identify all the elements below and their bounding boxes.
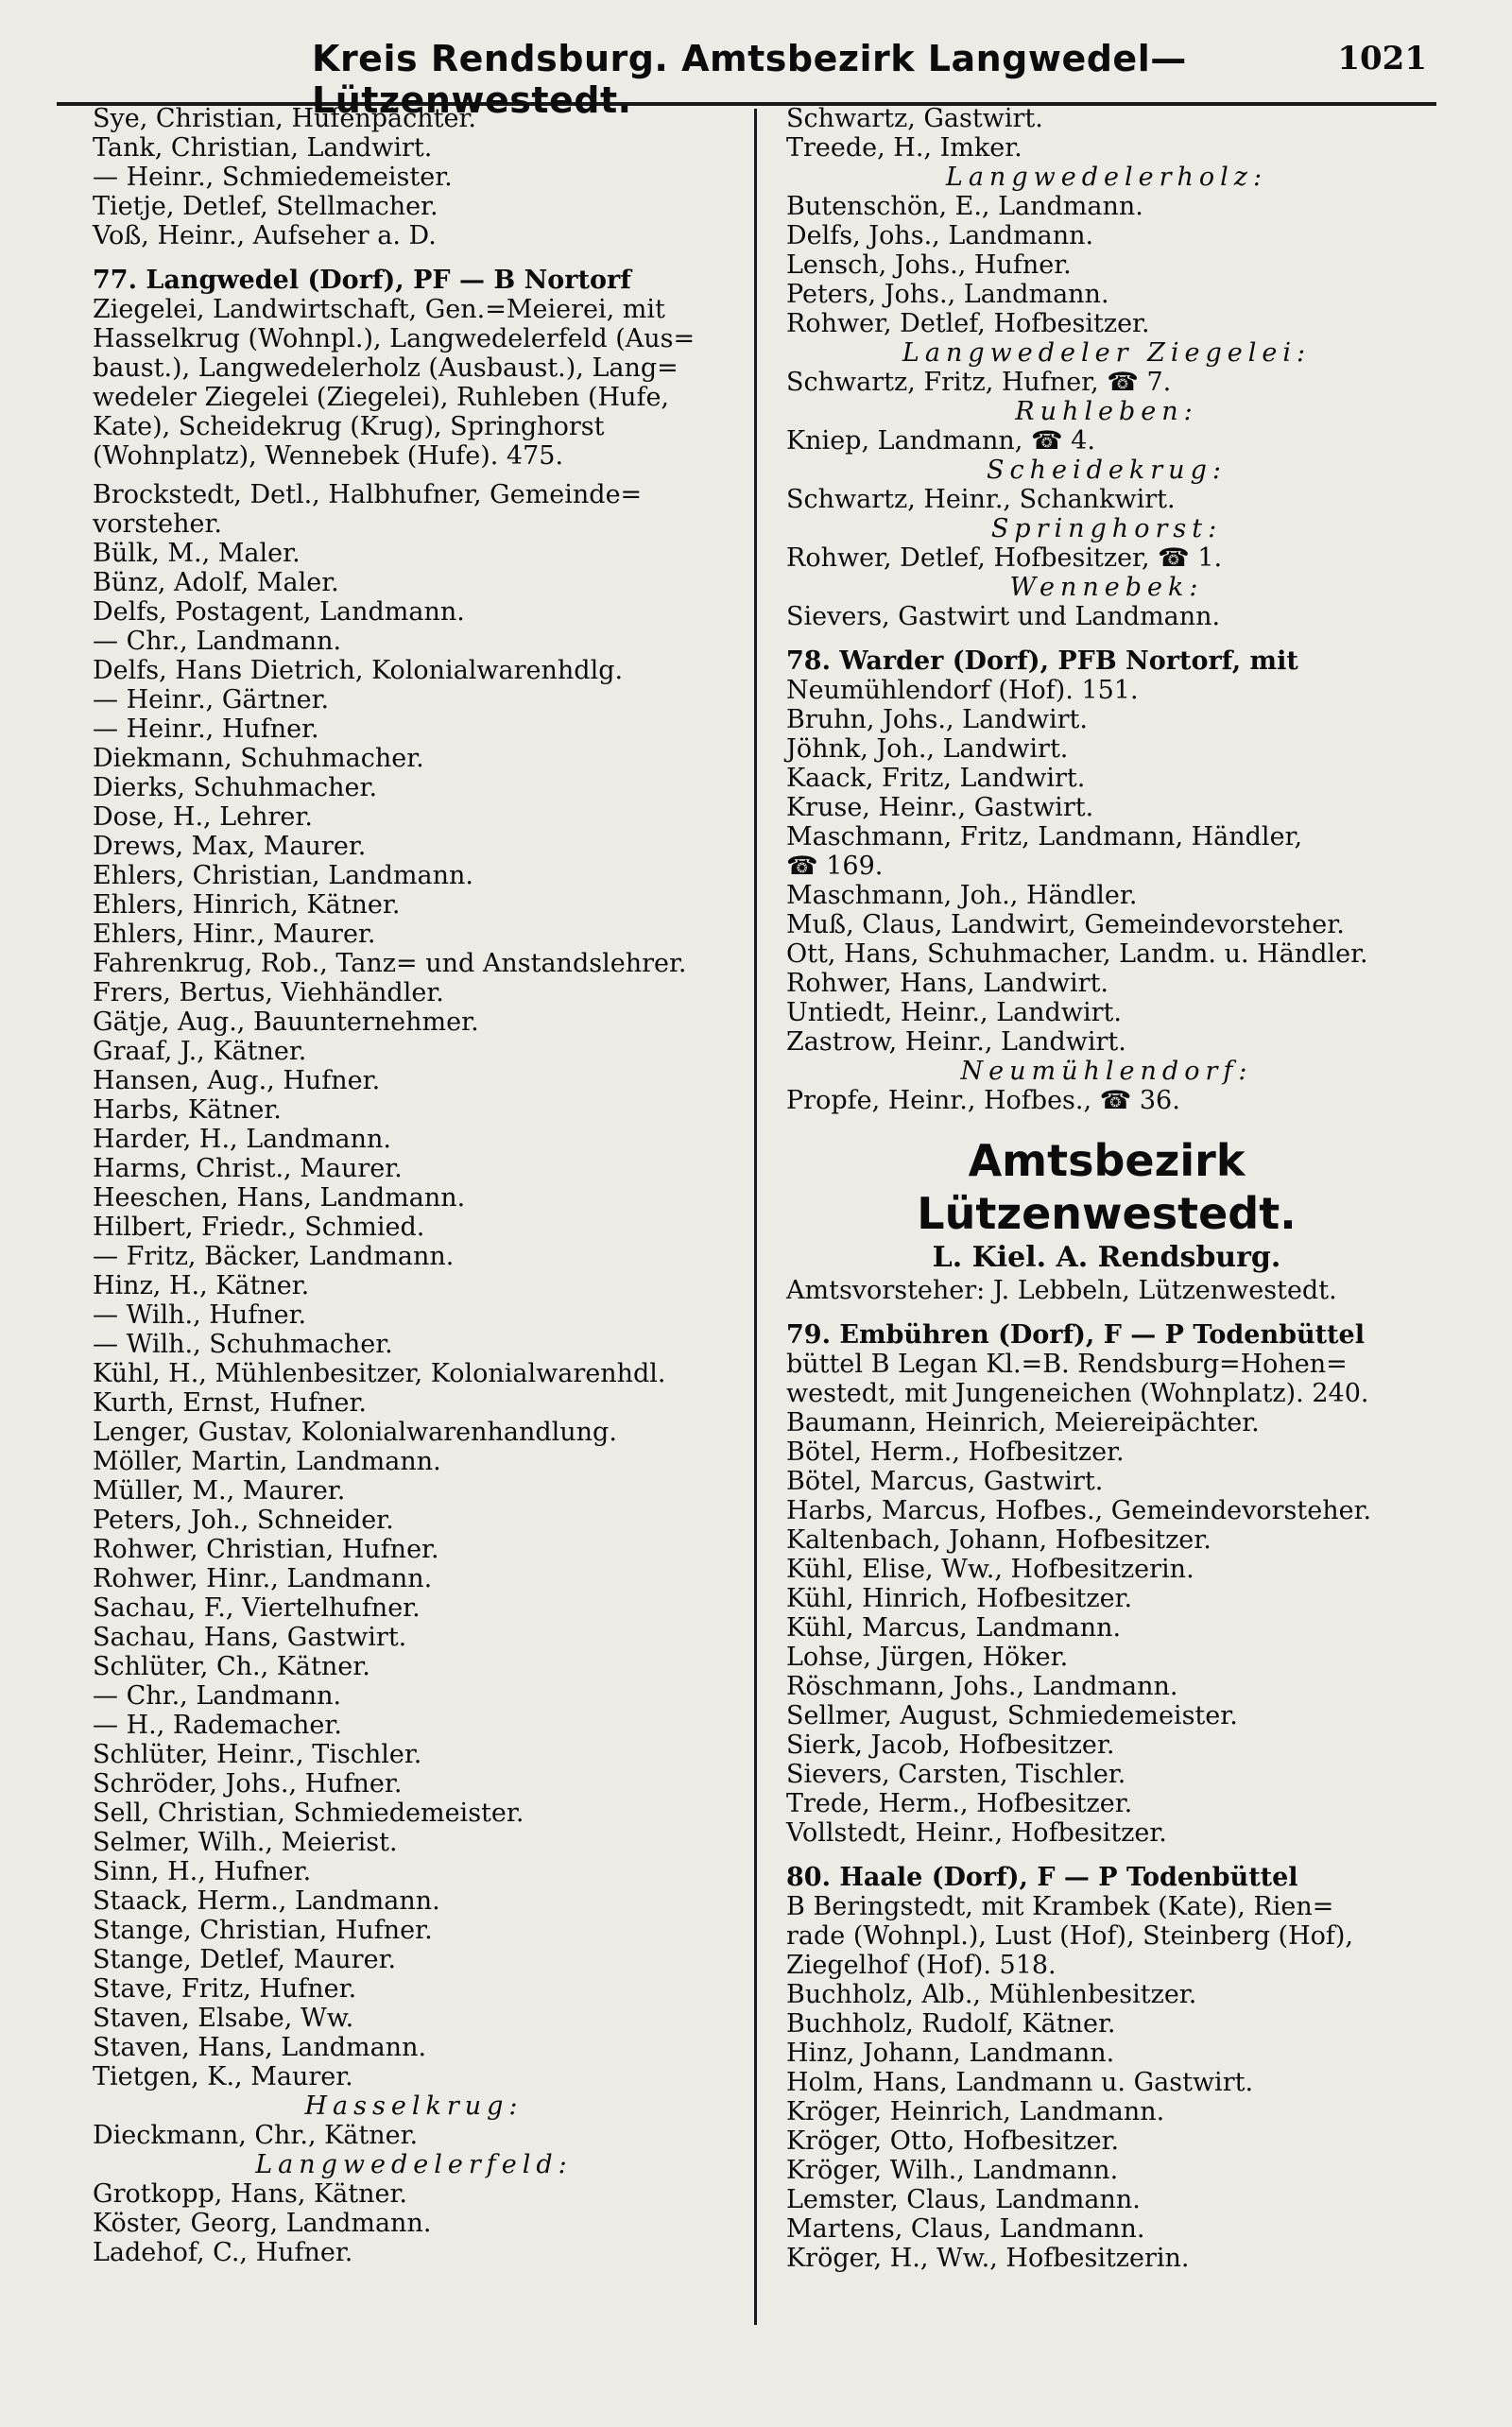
directory-line: — H., Rademacher.: [93, 1711, 342, 1740]
right-column: [786, 104, 1427, 2273]
directory-line: Brockstedt, Detl., Halbhufner, Gemeinde=: [93, 480, 643, 509]
header-title: Kreis Rendsburg. Amtsbezirk Langwedel—Lützenwestedt.: [312, 38, 1187, 121]
directory-line: Kaltenbach, Johann, Hofbesitzer.: [786, 1525, 1211, 1555]
directory-line: Kruse, Heinr., Gastwirt.: [786, 793, 1094, 822]
directory-line: Staven, Elsabe, Ww.: [93, 2004, 354, 2033]
directory-line: Bülk, M., Maler.: [93, 539, 301, 568]
directory-line: Dieckmann, Chr., Kätner.: [93, 2121, 419, 2150]
directory-line: Jöhnk, Joh., Landwirt.: [786, 734, 1069, 764]
directory-line: rade (Wohnpl.), Lust (Hof), Steinberg (Hof),: [786, 1921, 1353, 1951]
directory-line: — Heinr., Schmiedemeister.: [93, 163, 453, 192]
directory-line: Rohwer, Detlef, Hofbesitzer, ☎ 1.: [786, 543, 1223, 573]
directory-line: Tietje, Detlef, Stellmacher.: [93, 192, 438, 221]
directory-line: Fahrenkrug, Rob., Tanz= und Anstandslehrer.: [93, 949, 687, 978]
directory-line: Harms, Christ., Maurer.: [93, 1154, 403, 1183]
directory-line: Kate), Scheidekrug (Krug), Springhorst: [93, 412, 605, 441]
directory-line: Schröder, Johs., Hufner.: [93, 1769, 403, 1799]
directory-line: Lensch, Johs., Hufner.: [786, 250, 1072, 280]
directory-line: Schwartz, Gastwirt.: [786, 104, 1043, 133]
directory-line: Röschmann, Johs., Landmann.: [786, 1672, 1178, 1701]
directory-line: Kröger, Otto, Hofbesitzer.: [786, 2126, 1120, 2156]
directory-line: Stave, Fritz, Hufner.: [93, 1974, 357, 2004]
directory-line: B Beringstedt, mit Krambek (Kate), Rien=: [786, 1892, 1334, 1921]
directory-line: Kröger, Wilh., Landmann.: [786, 2156, 1119, 2185]
directory-line: Ehlers, Christian, Landmann.: [93, 861, 473, 890]
directory-line: Schlüter, Ch., Kätner.: [93, 1652, 370, 1681]
locality-subheading: Langwedeler Ziegelei:: [902, 338, 1312, 368]
directory-line: Butenschön, E., Landmann.: [786, 192, 1143, 221]
directory-line: Grotkopp, Hans, Kätner.: [93, 2179, 407, 2209]
directory-line: (Wohnplatz), Wennebek (Hufe). 475.: [93, 441, 564, 471]
directory-line: Ott, Hans, Schuhmacher, Landm. u. Händler.: [786, 939, 1368, 969]
locality-subheading: Langwedelerholz:: [945, 163, 1268, 192]
directory-line: Ehlers, Hinr., Maurer.: [93, 920, 376, 949]
directory-line: Rohwer, Hans, Landwirt.: [786, 969, 1109, 998]
directory-line: — Chr., Landmann.: [93, 627, 342, 656]
directory-line: Maschmann, Fritz, Landmann, Händler,: [786, 822, 1303, 852]
directory-line: Tank, Christian, Landwirt.: [93, 133, 433, 163]
directory-line: Rohwer, Christian, Hufner.: [93, 1535, 439, 1564]
place-entry-heading: 80. Haale (Dorf), F — P Todenbüttel: [786, 1863, 1298, 1892]
directory-line: Gätje, Aug., Bauunternehmer.: [93, 1007, 479, 1037]
directory-line: Buchholz, Alb., Mühlenbesitzer.: [786, 1980, 1197, 2009]
directory-line: Schwartz, Fritz, Hufner, ☎ 7.: [786, 368, 1172, 397]
directory-line: Schlüter, Heinr., Tischler.: [93, 1740, 422, 1769]
directory-line: Sievers, Gastwirt und Landmann.: [786, 602, 1221, 631]
directory-line: Voß, Heinr., Aufseher a. D.: [93, 221, 437, 250]
directory-line: Treede, H., Imker.: [786, 133, 1022, 163]
directory-line: Delfs, Postagent, Landmann.: [93, 597, 465, 627]
directory-line: Peters, Joh., Schneider.: [93, 1506, 394, 1535]
directory-line: Zastrow, Heinr., Landwirt.: [786, 1027, 1126, 1057]
directory-line: Untiedt, Heinr., Landwirt.: [786, 998, 1122, 1027]
directory-line: Propfe, Heinr., Hofbes., ☎ 36.: [786, 1086, 1180, 1115]
directory-line: Rohwer, Hinr., Landmann.: [93, 1564, 433, 1593]
directory-line: Delfs, Johs., Landmann.: [786, 221, 1094, 250]
directory-line: Sinn, H., Hufner.: [93, 1857, 312, 1886]
directory-line: Heeschen, Hans, Landmann.: [93, 1183, 466, 1213]
directory-line: Lenger, Gustav, Kolonialwarenhandlung.: [93, 1418, 617, 1447]
directory-line: Diekmann, Schuhmacher.: [93, 744, 424, 773]
directory-line: Bötel, Marcus, Gastwirt.: [786, 1467, 1104, 1496]
locality-subheading: Neumühlendorf:: [960, 1057, 1253, 1086]
directory-line: Baumann, Heinrich, Meiereipächter.: [786, 1408, 1260, 1437]
directory-line: Hansen, Aug., Hufner.: [93, 1066, 381, 1095]
directory-line: Amtsvorsteher: J. Lebbeln, Lützenwestedt.: [786, 1276, 1337, 1305]
locality-subheading: Ruhleben:: [1015, 397, 1198, 426]
directory-line: Kühl, H., Mühlenbesitzer, Kolonialwarenhdl.: [93, 1359, 666, 1388]
directory-line: ☎ 169.: [786, 852, 884, 881]
directory-line: Muß, Claus, Landwirt, Gemeindevorsteher.: [786, 910, 1345, 939]
directory-line: Dierks, Schuhmacher.: [93, 773, 378, 802]
directory-line: Kröger, H., Ww., Hofbesitzerin.: [786, 2244, 1190, 2273]
directory-line: Kurth, Ernst, Hufner.: [93, 1388, 367, 1418]
directory-line: Lohse, Jürgen, Höker.: [786, 1643, 1069, 1672]
directory-line: Bruhn, Johs., Landwirt.: [786, 705, 1088, 734]
directory-line: Delfs, Hans Dietrich, Kolonialwarenhdlg.: [93, 656, 624, 685]
directory-line: Sellmer, August, Schmiedemeister.: [786, 1701, 1238, 1730]
directory-line: Staack, Herm., Landmann.: [93, 1886, 440, 1916]
directory-line: Hinz, Johann, Landmann.: [786, 2039, 1115, 2068]
directory-line: Buchholz, Rudolf, Kätner.: [786, 2009, 1116, 2039]
locality-subheading: Wennebek:: [1009, 573, 1204, 602]
directory-line: Rohwer, Detlef, Hofbesitzer.: [786, 309, 1150, 338]
directory-line: Vollstedt, Heinr., Hofbesitzer.: [786, 1818, 1167, 1848]
directory-line: Bünz, Adolf, Maler.: [93, 568, 339, 597]
place-entry-heading: 78. Warder (Dorf), PFB Nortorf, mit: [786, 646, 1298, 676]
directory-line: Ladehof, C., Hufner.: [93, 2238, 353, 2267]
left-column: [93, 104, 735, 2267]
directory-line: Köster, Georg, Landmann.: [93, 2209, 432, 2238]
directory-line: — Chr., Landmann.: [93, 1681, 342, 1711]
directory-line: Stange, Christian, Hufner.: [93, 1916, 433, 1945]
directory-line: Sachau, F., Viertelhufner.: [93, 1593, 421, 1623]
locality-subheading: Langwedelerfeld:: [255, 2150, 573, 2179]
directory-line: Martens, Claus, Landmann.: [786, 2214, 1145, 2244]
directory-line: — Fritz, Bäcker, Landmann.: [93, 1242, 455, 1271]
directory-line: Hinz, H., Kätner.: [93, 1271, 310, 1300]
directory-line: Selmer, Wilh., Meierist.: [93, 1828, 398, 1857]
directory-line: Kühl, Elise, Ww., Hofbesitzerin.: [786, 1555, 1194, 1584]
directory-line: Hasselkrug (Wohnpl.), Langwedelerfeld (Aus=: [93, 324, 696, 353]
directory-line: Holm, Hans, Landmann u. Gastwirt.: [786, 2068, 1254, 2097]
place-entry-heading: 77. Langwedel (Dorf), PF — B Nortorf: [93, 266, 631, 295]
directory-line: — Heinr., Hufner.: [93, 714, 319, 744]
directory-line: Maschmann, Joh., Händler.: [786, 881, 1138, 910]
section-subtitle: L. Kiel. A. Rendsburg.: [932, 1241, 1281, 1274]
directory-line: Tietgen, K., Maurer.: [93, 2062, 353, 2091]
directory-line: Lemster, Claus, Landmann.: [786, 2185, 1141, 2214]
directory-line: Kröger, Heinrich, Landmann.: [786, 2097, 1165, 2126]
directory-line: Peters, Johs., Landmann.: [786, 280, 1109, 309]
directory-line: Sierk, Jacob, Hofbesitzer.: [786, 1730, 1115, 1760]
column-divider: [754, 109, 757, 2325]
directory-line: Kühl, Marcus, Landmann.: [786, 1613, 1122, 1643]
directory-line: vorsteher.: [93, 509, 222, 539]
section-title: Amtsbezirk Lützenwestedt.: [917, 1135, 1297, 1239]
directory-line: Trede, Herm., Hofbesitzer.: [786, 1789, 1133, 1818]
locality-subheading: Springhorst:: [990, 514, 1223, 543]
directory-line: Graaf, J., Kätner.: [93, 1037, 307, 1066]
directory-line: Hilbert, Friedr., Schmied.: [93, 1213, 425, 1242]
directory-line: wedeler Ziegelei (Ziegelei), Ruhleben (Hufe,: [93, 383, 670, 412]
directory-line: Sievers, Carsten, Tischler.: [786, 1760, 1126, 1789]
directory-line: Schwartz, Heinr., Schankwirt.: [786, 485, 1176, 514]
directory-line: Bötel, Herm., Hofbesitzer.: [786, 1437, 1125, 1467]
directory-line: Sye, Christian, Hufenpächter.: [93, 104, 477, 133]
directory-line: baust.), Langwedelerholz (Ausbaust.), Lang=: [93, 353, 679, 383]
directory-line: Kaack, Fritz, Landwirt.: [786, 764, 1086, 793]
directory-line: westedt, mit Jungeneichen (Wohnplatz). 240.: [786, 1379, 1369, 1408]
directory-line: Sell, Christian, Schmiedemeister.: [93, 1799, 524, 1828]
directory-line: Ehlers, Hinrich, Kätner.: [93, 890, 401, 920]
directory-line: Staven, Hans, Landmann.: [93, 2033, 427, 2062]
page-number: 1021: [1337, 40, 1427, 77]
directory-line: Dose, H., Lehrer.: [93, 802, 313, 832]
directory-line: Harbs, Marcus, Hofbes., Gemeindevorsteher.: [786, 1496, 1372, 1525]
locality-subheading: Scheidekrug:: [987, 456, 1227, 485]
directory-line: Ziegelei, Landwirtschaft, Gen.=Meierei, mit: [93, 295, 665, 324]
directory-line: — Wilh., Schuhmacher.: [93, 1330, 393, 1359]
directory-line: Kühl, Hinrich, Hofbesitzer.: [786, 1584, 1133, 1613]
directory-line: Möller, Martin, Landmann.: [93, 1447, 441, 1476]
directory-line: — Heinr., Gärtner.: [93, 685, 330, 714]
directory-line: Stange, Detlef, Maurer.: [93, 1945, 397, 1974]
directory-line: Müller, M., Maurer.: [93, 1476, 346, 1506]
directory-line: Frers, Bertus, Viehhändler.: [93, 978, 444, 1007]
directory-line: büttel B Legan Kl.=B. Rendsburg=Hohen=: [786, 1350, 1348, 1379]
directory-line: Ziegelhof (Hof). 518.: [786, 1951, 1057, 1980]
directory-line: Sachau, Hans, Gastwirt.: [93, 1623, 407, 1652]
directory-line: — Wilh., Hufner.: [93, 1300, 307, 1330]
directory-line: Neumühlendorf (Hof). 151.: [786, 676, 1139, 705]
locality-subheading: Hasselkrug:: [304, 2091, 524, 2121]
directory-line: Harder, H., Landmann.: [93, 1125, 391, 1154]
directory-line: Kniep, Landmann, ☎ 4.: [786, 426, 1095, 456]
place-entry-heading: 79. Embühren (Dorf), F — P Todenbüttel: [786, 1320, 1365, 1350]
directory-line: Harbs, Kätner.: [93, 1095, 282, 1125]
directory-line: Drews, Max, Maurer.: [93, 832, 367, 861]
